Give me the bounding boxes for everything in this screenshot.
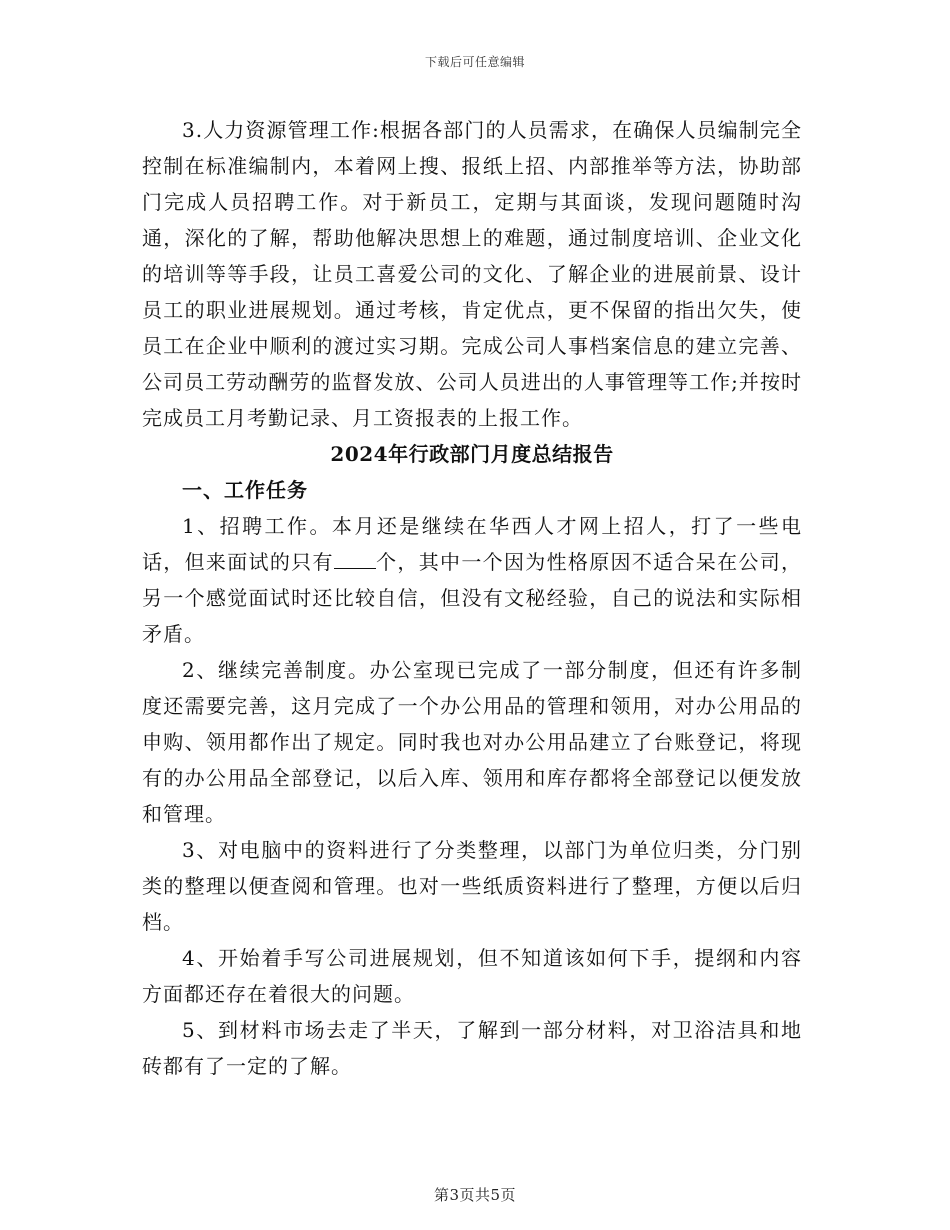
document-title: 2024年行政部门月度总结报告 (330, 442, 614, 466)
item-regulations: 2、继续完善制度。办公室现已完成了一部分制度，但还有许多制度还需要完善，这月完成了一个办公用品的管理和领用，对办公用品的申购、领用都作出了规定。同时我也对办公用品建立了台账登记，将现有的办公用品全部登记，以后入库、领用和库存都将全部登记以便发放和管理。 (142, 658, 802, 826)
item-development-plan: 4、开始着手写公司进展规划，但不知道该如何下手，提纲和内容方面都还存在着很大的问题。 (142, 946, 802, 1006)
intro-paragraph: 3.人力资源管理工作:根据各部门的人员需求，在确保人员编制完全控制在标准编制内，本着网上搜、报纸上招、内部推举等方法，协助部门完成人员招聘工作。对于新员工，定期与其面谈，发现问题随时沟通，深化的了解，帮助他解决思想上的难题，通过制度培训、企业文化的培训等等手段，让员工喜爱公司的文化、了解企业的进展前景、设计员工的职业进展规划。通过考核，肯定优点，更不保留的指出欠失，使员工在企业中顺利的渡过实习期。完成公司人事档案信息的建立完善、公司员工劳动酬劳的监督发放、公司人员进出的人事管理等工作;并按时完成员工月考勤记录、月工资报表的上报工作。 (142, 118, 802, 430)
fill-in-blank (334, 550, 376, 569)
item-recruitment (142, 508, 802, 652)
item-file-organizing: 3、对电脑中的资料进行了分类整理，以部门为单位归类，分门别类的整理以便查阅和管理。也对一些纸质资料进行了整理，方便以后归档。 (142, 838, 802, 934)
item-recruitment-text-end: 个，其中一个因为性格原因不适合呆在公司，另一个感觉面试时还比较自信，但没有文秘经验，自己的说法和实际相矛盾。 (142, 550, 803, 646)
item-recruitment-text-start: 1、招聘工作。本月还是继续在华西人才网上招人，打了一些电话，但来面试的只有 (142, 514, 802, 574)
header-note: 下载后可任意编辑 (424, 55, 525, 69)
document-body (142, 112, 802, 1084)
section-heading: 一、工作任务 (182, 478, 308, 502)
page-indicator: 第3页共5页 (433, 1186, 517, 1204)
item-material-market: 5、到材料市场去走了半天，了解到一部分材料，对卫浴洁具和地砖都有了一定的了解。 (142, 1018, 802, 1078)
